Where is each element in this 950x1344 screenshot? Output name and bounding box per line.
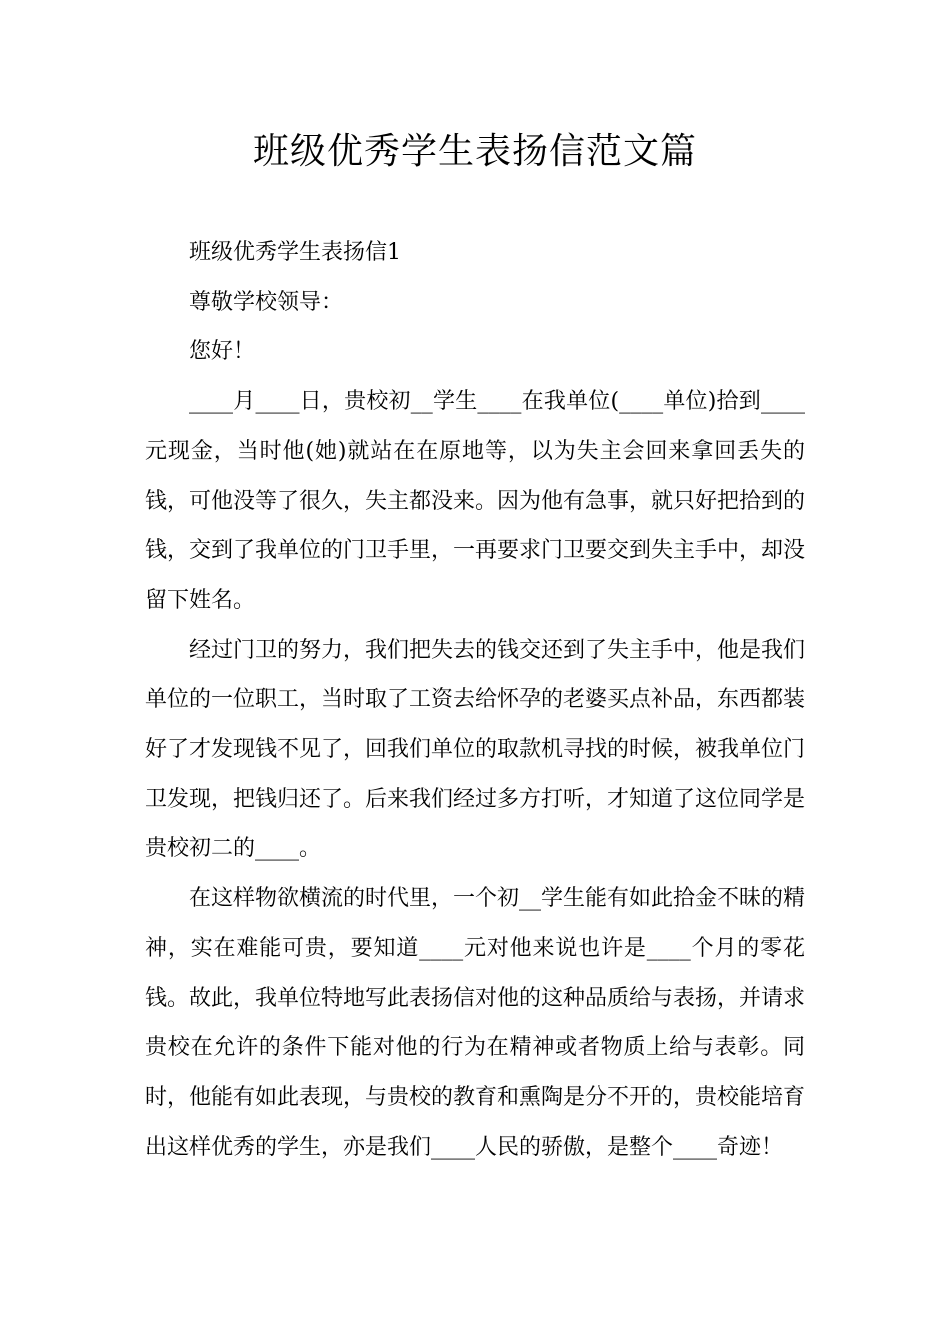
greeting: 您好！ bbox=[189, 339, 256, 365]
letter-heading: 班级优秀学生表扬信1 bbox=[189, 240, 401, 265]
body-paragraph: 在这样物欲横流的时代里，一个初__学生能有如此拾金不昧的精神，实在难能可贵，要知道____元对他来说也许是____个月的零花钱。故此，我单位特地写此表扬信对他的这种品质给与表扬，并请求贵校在允许的条件下能对他的行为在精神或者物质上给与表彰。同时，他能有如此表现，与贵校的教育和熏陶是分不开的，贵校能培育出这样优秀的学生，亦是我们____人民的骄傲，是整个____奇迹！ bbox=[145, 886, 806, 1160]
salutation: 尊敬学校领导： bbox=[189, 289, 344, 315]
body-paragraph: ____月____日，贵校初__学生____在我单位(____单位)拾到____元现金，当时他(她)就站在在原地等，以为失主会回来拿回丢失的钱，可他没等了很久，失主都没来。因为他有急事，就只好把拾到的钱，交到了我单位的门卫手里，一再要求门卫要交到失主手中，却没留下姓名。 bbox=[145, 389, 806, 613]
document-title: 班级优秀学生表扬信范文篇 bbox=[252, 131, 697, 172]
document-body bbox=[145, 228, 805, 1172]
body-paragraph: 经过门卫的努力，我们把失去的钱交还到了失主手中，他是我们单位的一位职工，当时取了工资去给怀孕的老婆买点补品，东西都装好了才发现钱不见了，回我们单位的取款机寻找的时候，被我单位门卫发现，把钱归还了。后来我们经过多方打听，才知道了这位同学是贵校初二的____。 bbox=[145, 637, 806, 862]
